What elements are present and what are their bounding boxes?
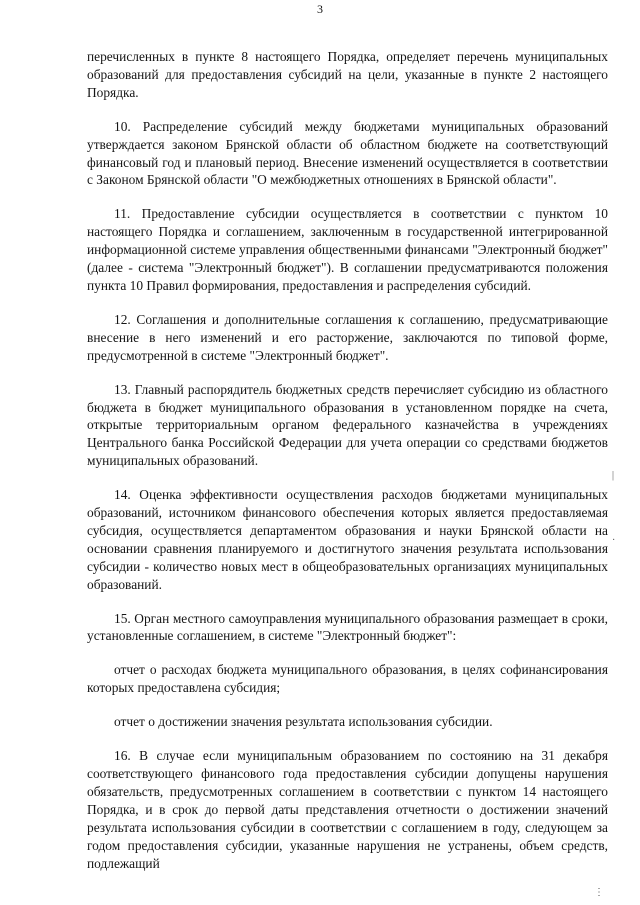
document-body — [87, 48, 608, 872]
paragraph-13: 13. Главный распорядитель бюджетных средств перечисляет субсидию из областного бюджета в бюджет муниципального образования в установленном порядке на счета, открытые территориальным органом федерального казначейства в учреждениях Центрального банка Российской Федерации для учета операции со средствами бюджетов муниципальных образований. — [87, 381, 608, 469]
page-number: 3 — [317, 2, 323, 16]
scan-mark: ⋮ — [594, 887, 604, 898]
paragraph-15-report-results: отчет о достижении значения результата использования субсидии. — [114, 714, 493, 730]
scan-mark: · — [612, 535, 616, 546]
scan-mark: | — [612, 470, 615, 481]
paragraph-14: 14. Оценка эффективности осуществления расходов бюджетами муниципальных образований, источником финансового обеспечения которых является предоставляемая субсидия, осуществляется департаментом образования и науки Брянской области на основании сравнения планируемого и достигнутого значения результата использования субсидии - количество новых мест в общеобразовательных организациях муниципальных образований. — [87, 487, 608, 592]
paragraph-continuation: перечисленных в пункте 8 настоящего Порядка, определяет перечень муниципальных образований для предоставления субсидий на цели, указанные в пункте 2 настоящего Порядка. — [87, 49, 608, 100]
paragraph-16: 16. В случае если муниципальным образованием по состоянию на 31 декабря соответствующего финансового года предоставления субсидии допущены нарушения обязательств, предусмотренных соглашением в соответствии с пунктом 14 настоящего Порядка, и в срок до первой даты представления отчетности о достижении значений результата использования субсидии в соответствии с соглашением в году, следующем за годом предоставления субсидии, указанные нарушения не устранены, объем средств, подлежащий — [87, 748, 608, 871]
paragraph-11: 11. Предоставление субсидии осуществляется в соответствии с пунктом 10 настоящего Порядка и соглашением, заключенным в государственной интегрированной информационной системе управления общественными финансами "Электронный бюджет" (далее - система "Электронный бюджет"). В соглашении предусматриваются положения пункта 10 Правил формирования, предоставления и распределения субсидий. — [87, 206, 608, 293]
paragraph-12: 12. Соглашения и дополнительные соглашения к соглашению, предусматривающие внесение в него изменений и его расторжение, заключаются по типовой форме, предусмотренной в системе "Электронный бюджет". — [87, 311, 608, 363]
paragraph-10: 10. Распределение субсидий между бюджетами муниципальных образований утверждается законом Брянской области об областном бюджете на соответствующий финансовый год и плановый период. Внесение изменений осуществляется в соответствии с Законом Брянской области "О межбюджетных отношениях в Брянской области". — [87, 118, 608, 188]
paragraph-15: 15. Орган местного самоуправления муниципального образования размещает в сроки, установленные соглашением, в системе "Электронный бюджет": — [87, 610, 608, 644]
paragraph-15-report-expenses: отчет о расходах бюджета муниципального образования, в целях софинансирования которых предоставлена субсидия; — [87, 662, 608, 696]
